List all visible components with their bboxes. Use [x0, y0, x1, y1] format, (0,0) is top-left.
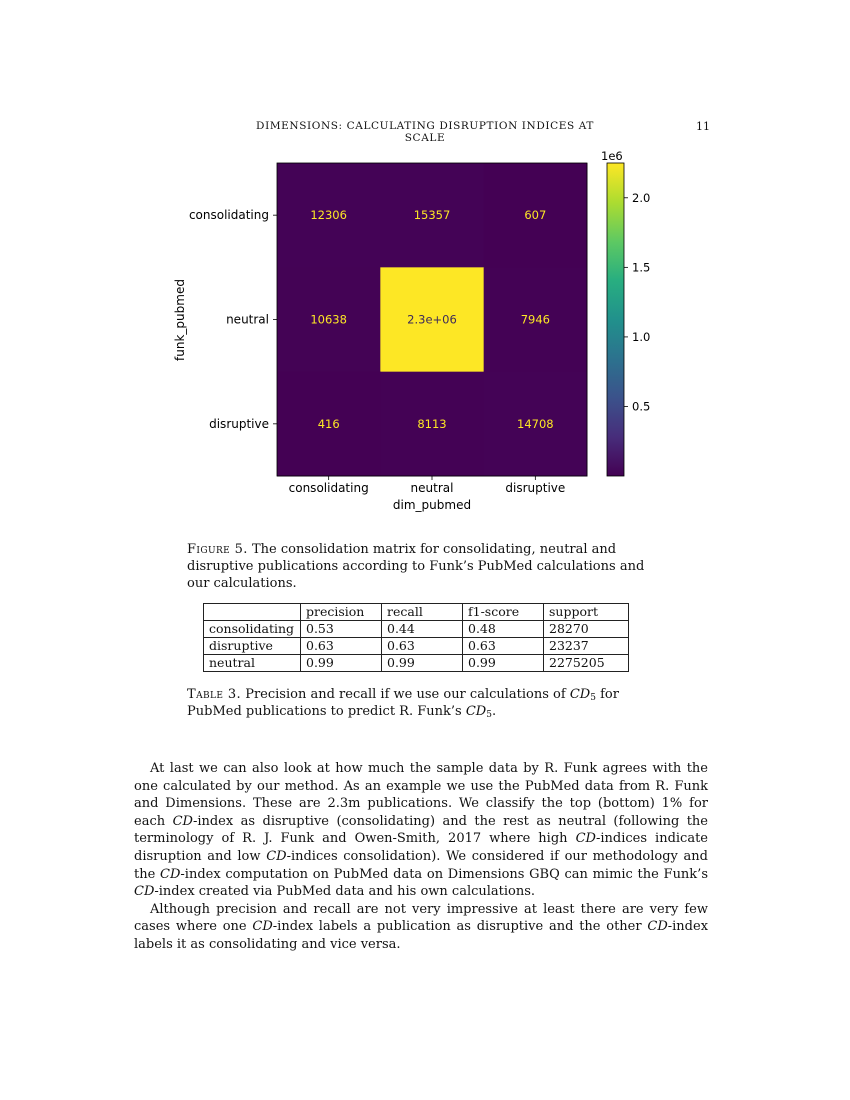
table-caption-label: Table 3. — [187, 687, 242, 702]
y-tick-label: neutral — [226, 312, 269, 327]
cell-value-label: 15357 — [413, 208, 451, 223]
text: -index as disruptive (consolidating) and the rest as neutral (following the terminology of R. J. Funk and Owen-Smith, 2017 where high — [134, 813, 708, 847]
math-cd: CD — [172, 813, 193, 829]
table-cell: neutral — [204, 655, 301, 672]
table-header-row — [204, 604, 629, 621]
confusion-matrix-figure — [0, 0, 850, 530]
table-header-cell: support — [544, 604, 629, 621]
colorbar-tick-label: 0.5 — [632, 399, 651, 414]
colorbar-tick-label: 1.0 — [632, 329, 651, 344]
table-caption-text: Precision and recall if we use our calculations of — [245, 687, 566, 702]
body-text — [134, 760, 708, 954]
cell-value-label: 7946 — [520, 312, 550, 327]
text: Although precision and recall are not very impressive at least there are very few cases where one — [134, 901, 708, 935]
math-cd: CD — [465, 704, 487, 719]
text: -index labels it as consolidating and vice versa. — [134, 919, 709, 952]
math-cd: CD — [575, 831, 596, 847]
table-cell: 0.99 — [382, 655, 463, 672]
y-axis-title: funk_pubmed — [173, 279, 187, 361]
cell-value-label: 14708 — [517, 416, 554, 431]
colorbar-scale-label: 1e6 — [601, 149, 623, 163]
text: -index computation on PubMed data on Dimensions GBQ can mimic the Funk’s — [180, 866, 708, 882]
math-subscript: 5 — [590, 693, 596, 703]
table-cell: 0.48 — [463, 621, 544, 638]
table-header-cell: precision — [301, 604, 382, 621]
table-row — [204, 621, 629, 638]
y-tick-label: disruptive — [209, 416, 269, 431]
text: At last we can also look at how much the sample data by R. Funk agrees with the one calculated by our method. As an example we use the PubMed data from R. Funk and Dimensions. These are 2.3m publications. We classify the top (bottom) 1% for each — [134, 761, 708, 829]
table-header-cell: f1-score — [463, 604, 544, 621]
paragraph — [134, 901, 708, 954]
x-tick-label: neutral — [410, 481, 454, 495]
table-cell: 23237 — [544, 638, 629, 655]
results-table — [203, 603, 629, 672]
x-axis — [289, 476, 566, 495]
figure-caption-label: Figure 5. — [187, 542, 248, 557]
math-subscript: 5 — [486, 710, 492, 720]
table-row — [204, 655, 629, 672]
math-cd: CD — [569, 687, 591, 702]
colorbar-ticks — [624, 191, 650, 414]
cell-value-label: 12306 — [310, 208, 347, 223]
table-row — [204, 638, 629, 655]
y-tick-label: consolidating — [188, 208, 269, 223]
table-header-cell: recall — [382, 604, 463, 621]
colorbar — [607, 163, 624, 476]
x-axis-title: dim_pubmed — [392, 498, 472, 512]
table-cell: 28270 — [544, 621, 629, 638]
table-header-cell — [204, 604, 301, 621]
text: -indices consolidation). We considered if our methodology and the — [134, 848, 708, 882]
paragraph — [134, 760, 708, 901]
text: -index labels a publication as disruptive and the other — [272, 919, 642, 935]
cell-value-label: 607 — [524, 208, 547, 223]
math-cd: CD — [266, 848, 287, 864]
table-cell: 0.44 — [382, 621, 463, 638]
math-cd: CD — [647, 919, 668, 935]
x-tick-label: consolidating — [288, 481, 369, 495]
page-number: 11 — [696, 120, 710, 133]
text: -index created via PubMed data and his own calculations. — [154, 884, 536, 900]
math-cd: CD — [252, 919, 273, 935]
figure-caption-text: The consolidation matrix for consolidating, neutral and disruptive publications according to Funk’s PubMed calculations and our calculations. — [187, 542, 645, 591]
y-axis — [189, 208, 277, 431]
cell-value-label: 2.3e+06 — [407, 312, 457, 327]
table-cell: 0.53 — [301, 621, 382, 638]
table-cell: 0.63 — [463, 638, 544, 655]
table-cell: 0.63 — [301, 638, 382, 655]
colorbar-tick-label: 2.0 — [632, 190, 651, 205]
table-cell: 0.99 — [301, 655, 382, 672]
table-caption-text: for PubMed publications to predict R. Funk’s — [187, 687, 619, 719]
text: -indices indicate disruption and low — [134, 831, 708, 864]
table-caption-text: . — [491, 704, 497, 719]
math-cd: CD — [134, 884, 155, 900]
math-cd: CD — [160, 866, 181, 882]
table-cell: 2275205 — [544, 655, 629, 672]
figure-caption — [187, 541, 662, 592]
table-cell: 0.99 — [463, 655, 544, 672]
running-head: DIMENSIONS: CALCULATING DISRUPTION INDICES AT SCALE — [256, 120, 594, 144]
table-cell: 0.63 — [382, 638, 463, 655]
cell-value-label: 10638 — [310, 312, 347, 327]
cell-value-label: 8113 — [417, 416, 447, 431]
x-tick-label: disruptive — [505, 481, 566, 495]
table-cell: disruptive — [204, 638, 301, 655]
cell-value-label: 416 — [317, 416, 340, 431]
table-caption — [187, 686, 662, 720]
table-cell: consolidating — [204, 621, 301, 638]
colorbar-tick-label: 1.5 — [632, 260, 651, 275]
